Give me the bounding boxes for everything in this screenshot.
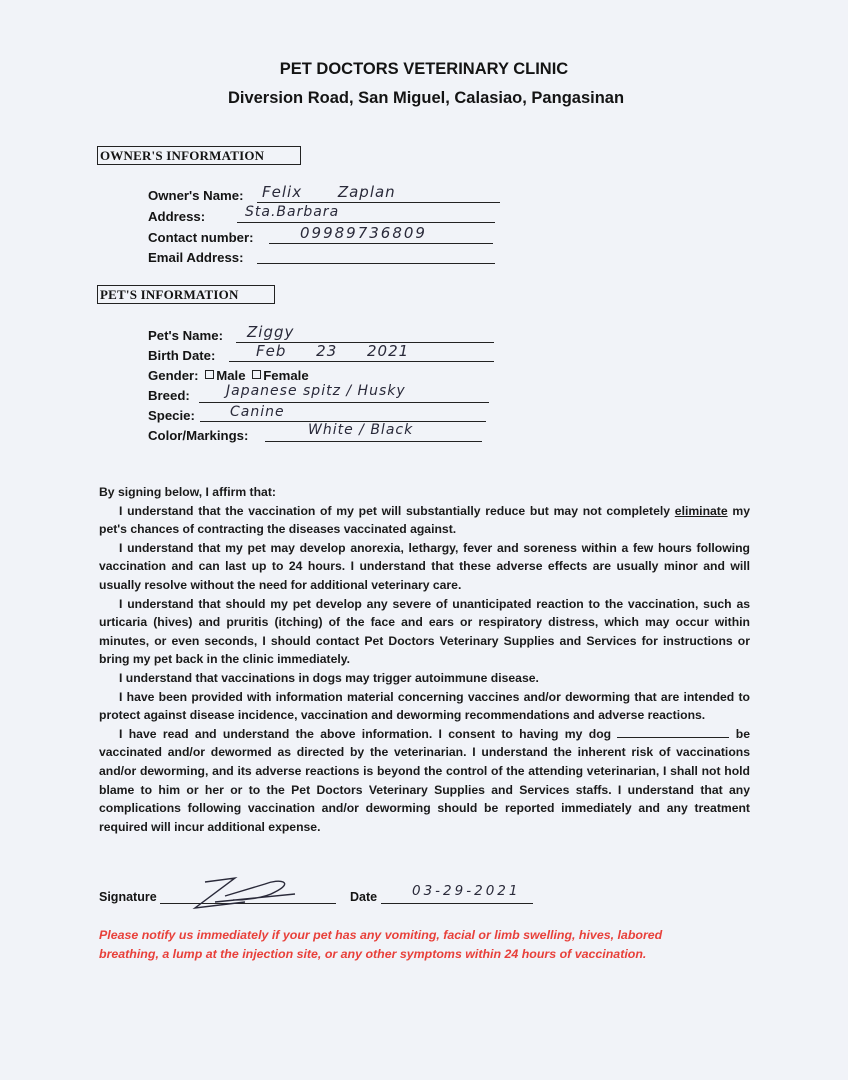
- address-field[interactable]: Sta.Barbara: [245, 204, 340, 220]
- date-label: Date: [350, 890, 378, 904]
- email-label: Email Address:: [148, 250, 244, 265]
- signature-scribble[interactable]: [185, 872, 305, 914]
- specie-label: Specie:: [148, 408, 195, 423]
- affirmation-text: [99, 483, 750, 836]
- contact-number-label: Contact number:: [148, 230, 254, 245]
- color-label: Color/Markings:: [148, 428, 249, 443]
- address-label: Address:: [148, 209, 206, 224]
- affirmation-paragraph-3: I understand that should my pet develop any severe of unanticipated reaction to the vaccination, such as urticaria (hives) and pruritis (itching) of the face and ears or respiratory distress, which may occur within minutes, or even seconds, I should contact Pet Doctors Veterinary Supplies and Services for instructions or bring my pet back in the clinic immediately.: [99, 596, 750, 667]
- email-line: [257, 263, 495, 264]
- birth-date-field[interactable]: Feb 23 2021: [256, 342, 410, 360]
- pet-section-header: PET'S INFORMATION: [97, 285, 275, 304]
- male-option-label: Male: [216, 368, 246, 383]
- signature-label: Signature: [99, 890, 157, 904]
- affirmation-paragraph-2: I understand that my pet may develop anorexia, lethargy, fever and soreness within a few hours following vaccination and can last up to 24 hours. I understand that these adverse effects are usually minor and will usually resolve without the need for additional veterinary care.: [99, 540, 750, 592]
- contact-number-field[interactable]: 09989736809: [300, 224, 427, 242]
- date-field[interactable]: 03-29-2021: [412, 883, 521, 899]
- pet-name-label: Pet's Name:: [148, 328, 223, 343]
- pet-name-field[interactable]: Ziggy: [247, 323, 295, 341]
- male-checkbox[interactable]: [205, 370, 214, 379]
- affirmation-paragraph-1: I understand that the vaccination of my pet will substantially reduce but may not completely eliminate my pet's chances of contracting the diseases vaccinated against.: [99, 503, 750, 537]
- clinic-name: PET DOCTORS VETERINARY CLINIC: [279, 60, 569, 78]
- owner-name-line: [257, 202, 500, 203]
- notice-text: Please notify us immediately if your pet has any vomiting, facial or limb swelling, hives, labored breathing, a lump at the injection site, or any other symptoms within 24 hours of vaccination.: [99, 928, 663, 961]
- contact-number-line: [269, 243, 493, 244]
- owner-section-header: OWNER'S INFORMATION: [97, 146, 301, 165]
- owner-name-field[interactable]: Felix Zaplan: [262, 183, 396, 201]
- affirmation-paragraph-6: I have read and understand the above information. I consent to having my dog be vaccinated and/or dewormed as directed by the veterinarian. I understand the inherent risk of vaccinations and/or deworming, and its adverse reactions is beyond the control of the attending veterinarian, I shall not hold blame to him or her or to the Pet Doctors Veterinary Supplies and Services staffs. I understand that any complications following vaccination and/or deworming should be reported immediately and any treatment required will incur additional expense.: [99, 726, 750, 834]
- birth-date-line: [229, 361, 494, 362]
- affirmation-paragraph-5: I have been provided with information material concerning vaccines and/or deworming that are intended to protect against disease incidence, vaccination and deworming recommendations and adverse reactions.: [99, 689, 750, 723]
- color-field[interactable]: White / Black: [308, 422, 414, 438]
- breed-line: [199, 402, 489, 403]
- specie-field[interactable]: Canine: [230, 404, 285, 420]
- female-checkbox[interactable]: [252, 370, 261, 379]
- female-option-label: Female: [263, 368, 309, 383]
- birth-date-label: Birth Date:: [148, 348, 216, 363]
- breed-field[interactable]: Japanese spitz / Husky: [226, 383, 406, 399]
- date-line: [381, 903, 533, 904]
- clinic-address: Diversion Road, San Miguel, Calasiao, Pangasinan: [227, 89, 625, 107]
- dog-name-blank[interactable]: [617, 727, 729, 738]
- gender-label: Gender:: [148, 368, 199, 383]
- breed-label: Breed:: [148, 388, 190, 403]
- owner-name-label: Owner's Name:: [148, 188, 244, 203]
- gender-row: [148, 368, 309, 383]
- affirmation-intro: By signing below, I affirm that:: [99, 485, 276, 499]
- address-line: [237, 222, 495, 223]
- color-line: [265, 441, 482, 442]
- affirmation-paragraph-4: I understand that vaccinations in dogs may trigger autoimmune disease.: [119, 670, 539, 685]
